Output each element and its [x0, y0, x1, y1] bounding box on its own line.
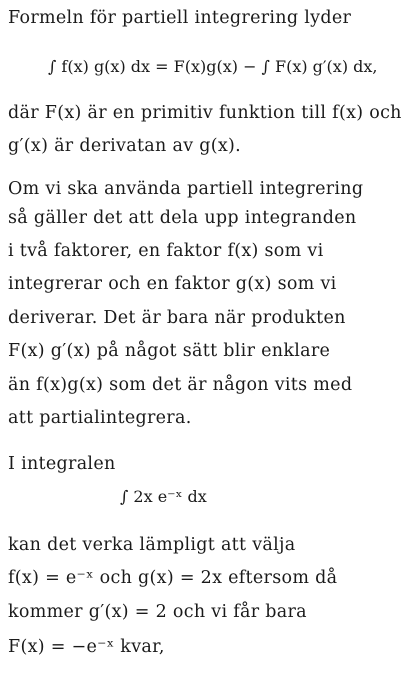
text-line: deriverar. Det är bara när produkten: [8, 308, 346, 328]
text-line: i två faktorer, en faktor f(x) som vi: [8, 241, 324, 261]
text-line: F(x) g′(x) på något sätt blir enklare: [8, 341, 331, 361]
text-line: Om vi ska använda partiell integrering: [8, 179, 364, 199]
text-line: Formeln för partiell integrering lyder: [8, 8, 352, 28]
text-line: kan det verka lämpligt att välja: [8, 535, 296, 555]
text-line: I integralen: [8, 454, 116, 474]
text-line: f(x) = e⁻ˣ och g(x) = 2x eftersom då: [8, 568, 338, 588]
text-line: g′(x) är derivatan av g(x).: [8, 136, 242, 156]
example-integral: ∫ 2x e⁻ˣ dx: [120, 487, 207, 506]
integration-by-parts-formula: ∫ f(x) g(x) dx = F(x)g(x) − ∫ F(x) g′(x) dx,: [48, 57, 378, 76]
text-line: F(x) = −e⁻ˣ kvar,: [8, 637, 165, 657]
text-line: att partialintegrera.: [8, 408, 192, 428]
text-line: integrerar och en faktor g(x) som vi: [8, 274, 337, 294]
text-line: där F(x) är en primitiv funktion till f(x) och: [8, 103, 402, 123]
text-line: så gäller det att dela upp integranden: [8, 208, 357, 228]
text-line: än f(x)g(x) som det är någon vits med: [8, 375, 353, 395]
text-line: kommer g′(x) = 2 och vi får bara: [8, 602, 307, 622]
